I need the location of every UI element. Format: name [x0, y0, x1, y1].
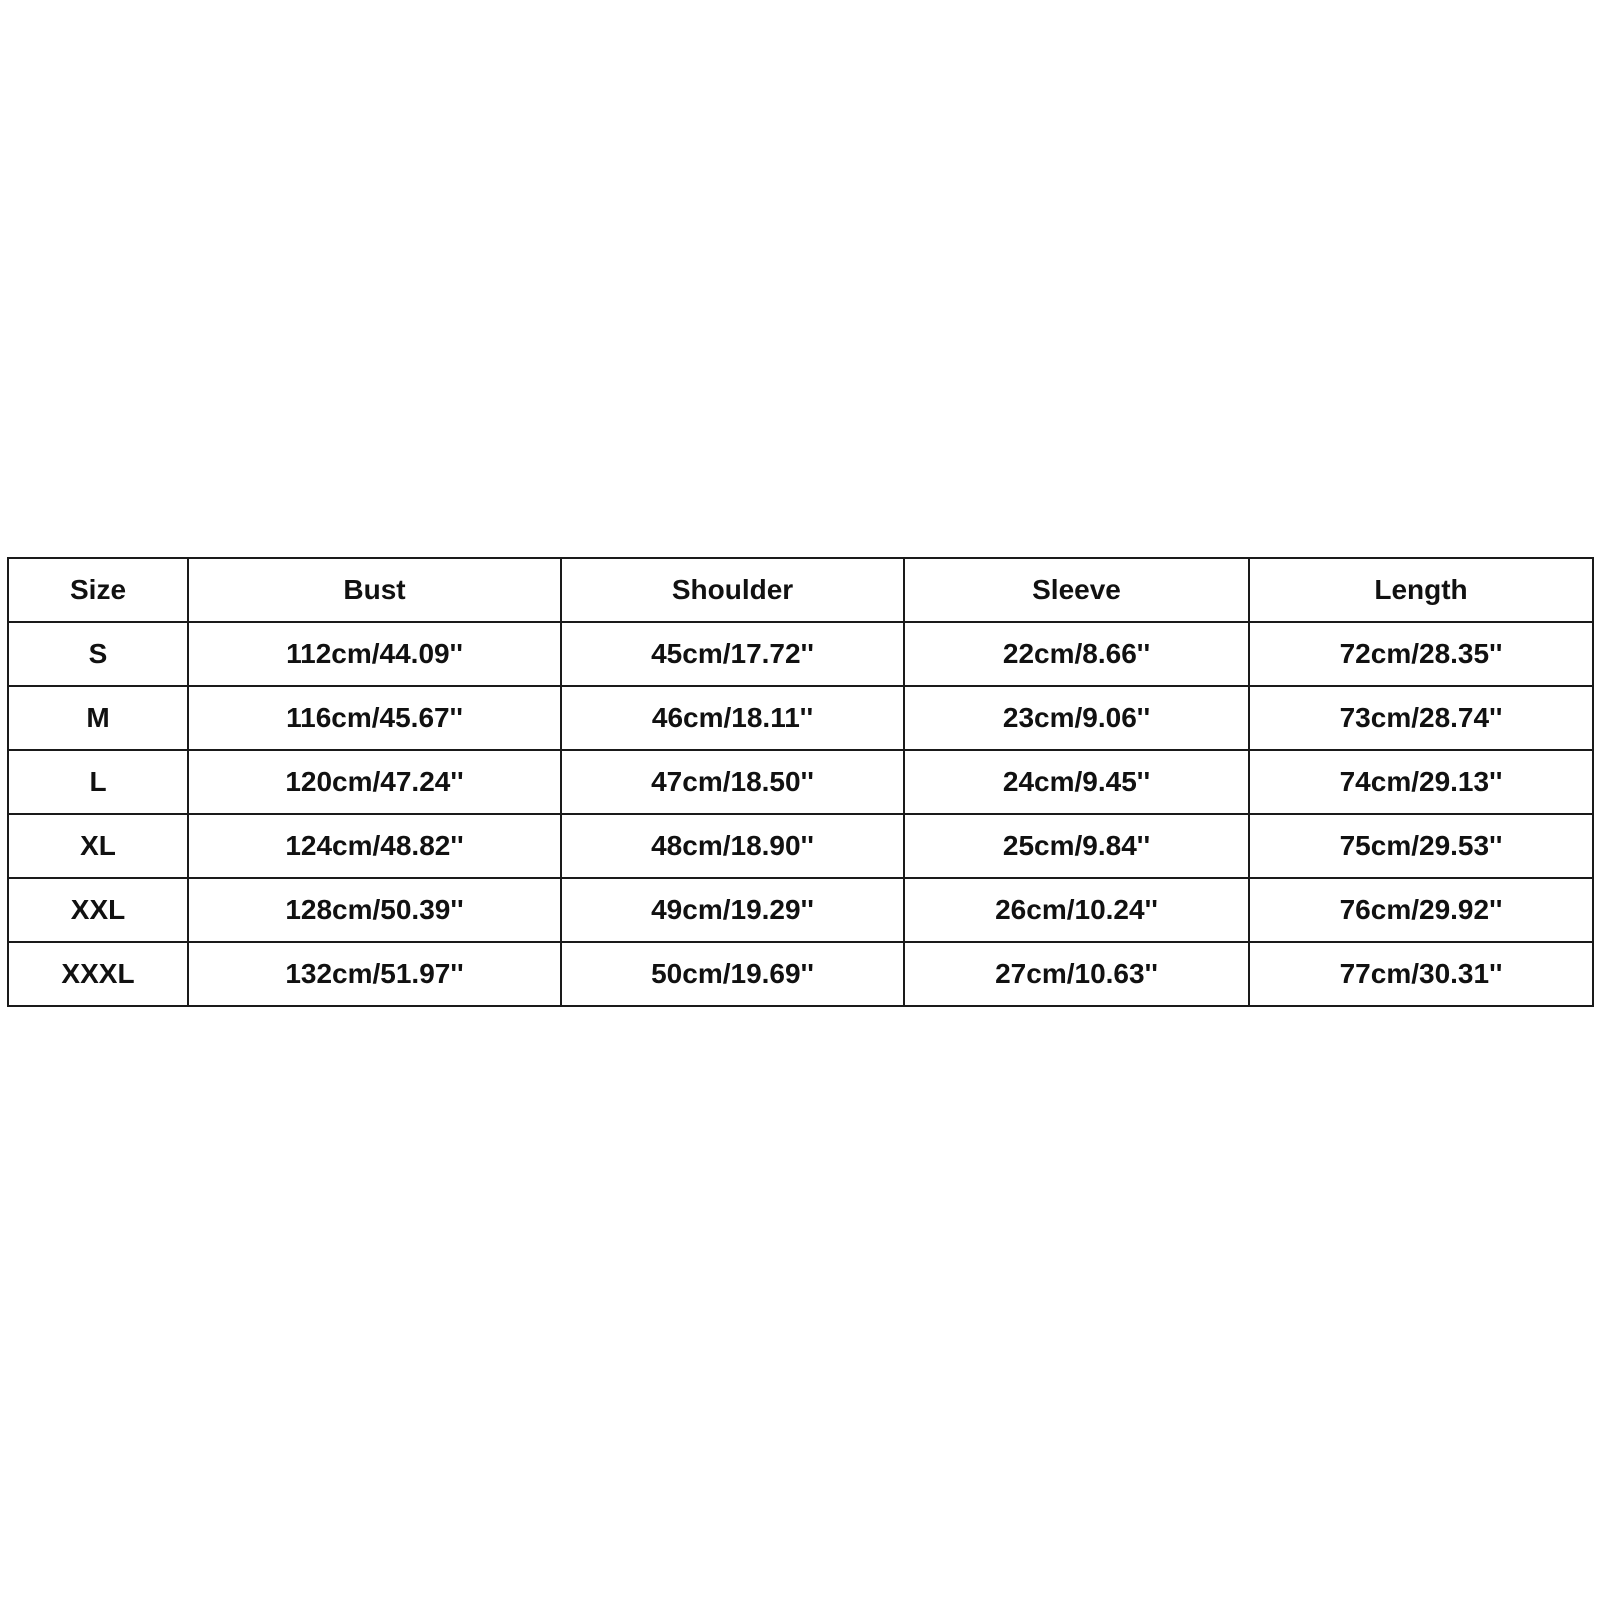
shoulder-cell: 45cm/17.72''	[561, 622, 904, 686]
header-sleeve: Sleeve	[904, 558, 1249, 622]
header-size: Size	[8, 558, 188, 622]
bust-cell: 116cm/45.67''	[188, 686, 561, 750]
size-cell: M	[8, 686, 188, 750]
shoulder-cell: 48cm/18.90''	[561, 814, 904, 878]
size-cell: XL	[8, 814, 188, 878]
table-header-row	[8, 558, 1593, 622]
shoulder-cell: 49cm/19.29''	[561, 878, 904, 942]
bust-cell: 120cm/47.24''	[188, 750, 561, 814]
table-row	[8, 942, 1593, 1006]
shoulder-cell: 50cm/19.69''	[561, 942, 904, 1006]
table-row	[8, 622, 1593, 686]
size-cell: S	[8, 622, 188, 686]
bust-cell: 128cm/50.39''	[188, 878, 561, 942]
sleeve-cell: 27cm/10.63''	[904, 942, 1249, 1006]
header-length: Length	[1249, 558, 1593, 622]
table-row	[8, 814, 1593, 878]
length-cell: 74cm/29.13''	[1249, 750, 1593, 814]
sleeve-cell: 25cm/9.84''	[904, 814, 1249, 878]
sleeve-cell: 24cm/9.45''	[904, 750, 1249, 814]
length-cell: 75cm/29.53''	[1249, 814, 1593, 878]
length-cell: 72cm/28.35''	[1249, 622, 1593, 686]
length-cell: 73cm/28.74''	[1249, 686, 1593, 750]
table-row	[8, 878, 1593, 942]
shoulder-cell: 46cm/18.11''	[561, 686, 904, 750]
bust-cell: 124cm/48.82''	[188, 814, 561, 878]
size-cell: XXL	[8, 878, 188, 942]
sleeve-cell: 23cm/9.06''	[904, 686, 1249, 750]
bust-cell: 112cm/44.09''	[188, 622, 561, 686]
sleeve-cell: 22cm/8.66''	[904, 622, 1249, 686]
bust-cell: 132cm/51.97''	[188, 942, 561, 1006]
sleeve-cell: 26cm/10.24''	[904, 878, 1249, 942]
header-shoulder: Shoulder	[561, 558, 904, 622]
table-row	[8, 750, 1593, 814]
size-cell: L	[8, 750, 188, 814]
table-row	[8, 686, 1593, 750]
shoulder-cell: 47cm/18.50''	[561, 750, 904, 814]
header-bust: Bust	[188, 558, 561, 622]
size-chart-table	[7, 557, 1594, 1007]
length-cell: 77cm/30.31''	[1249, 942, 1593, 1006]
length-cell: 76cm/29.92''	[1249, 878, 1593, 942]
size-cell: XXXL	[8, 942, 188, 1006]
